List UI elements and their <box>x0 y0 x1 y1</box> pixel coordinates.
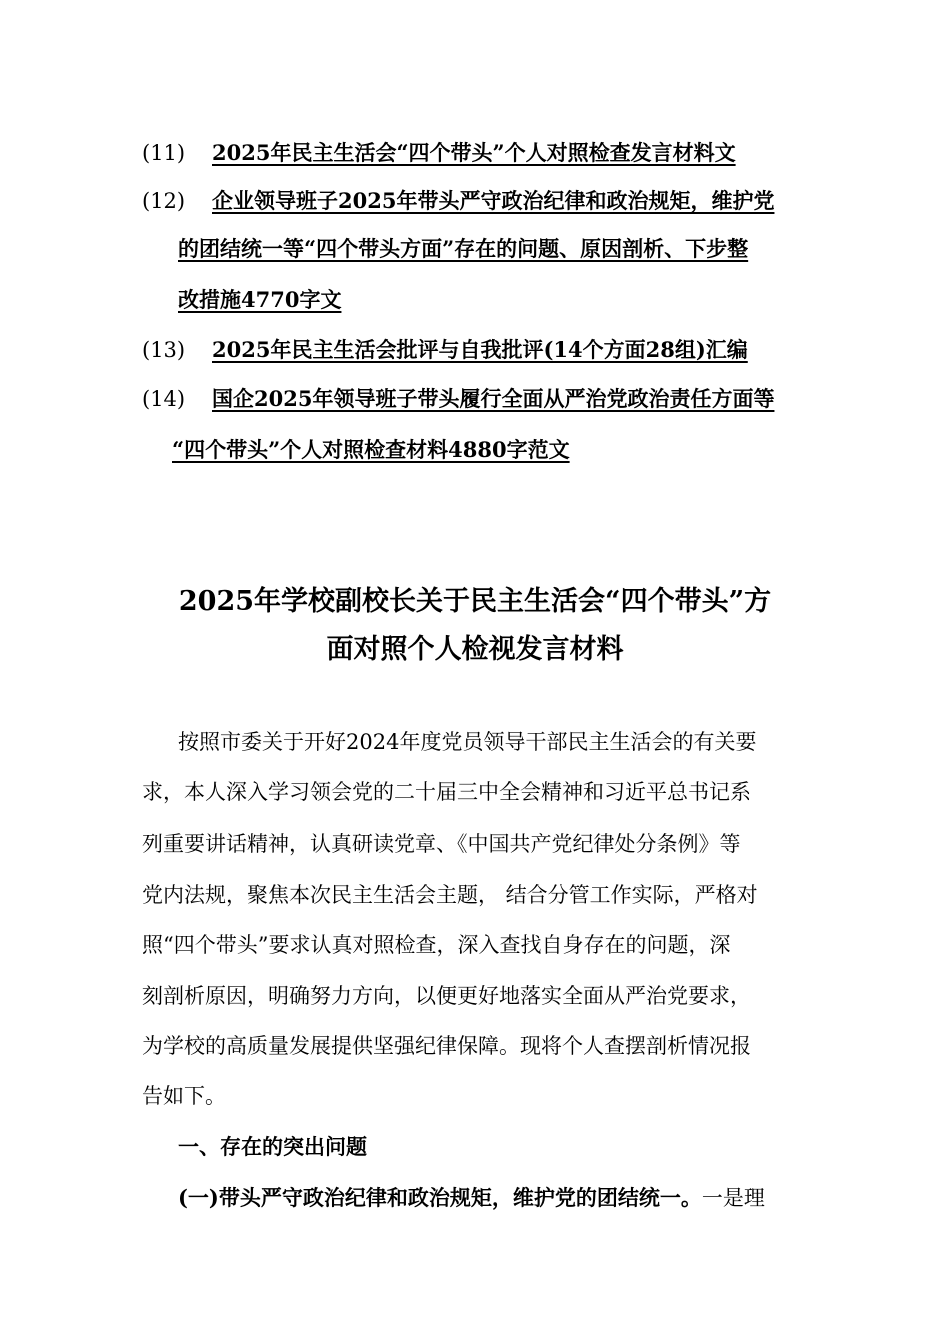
subsection-heading: (一)带头严守政治纪律和政治规矩，维护党的团结统一。 <box>178 1185 702 1210</box>
toc-number: (14) <box>142 387 186 411</box>
toc-item-12-line-3[interactable] <box>178 285 341 315</box>
document-title-line-2: 面对照个人检视发言材料 <box>326 634 624 665</box>
intro-line: 刻剖析原因，明确努力方向，以便更好地落实全面从严治党要求， <box>142 984 751 1008</box>
toc-link-text[interactable]: “四个带头”个人对照检查材料4880字范文 <box>172 437 570 462</box>
toc-item-12-line-2[interactable] <box>178 234 748 264</box>
section-heading: 一、存在的突出问题 <box>178 1134 367 1159</box>
toc-link-text[interactable]: 的团结统一等“四个带头方面”存在的问题、原因剖析、下步整 <box>178 236 749 261</box>
toc-number: (12) <box>142 189 186 213</box>
toc-number: (11) <box>142 141 186 165</box>
toc-link-text[interactable]: 2025年民主生活会批评与自我批评(14个方面28组)汇编 <box>212 337 748 362</box>
subsection-line <box>178 1183 765 1213</box>
intro-line: 列重要讲话精神，认真研读党章、《中国共产党纪律处分条例》等 <box>142 832 741 856</box>
toc-number: (13) <box>142 338 186 362</box>
intro-line: 告如下。 <box>142 1084 226 1108</box>
document-title-line-1: 2025年学校副校长关于民主生活会“四个带头”方 <box>178 586 772 617</box>
subsection-text: 一是理 <box>701 1186 765 1210</box>
intro-line: 党内法规，聚焦本次民主生活会主题， 结合分管工作实际，严格对 <box>142 883 758 907</box>
toc-link-text[interactable]: 企业领导班子2025年带头严守政治纪律和政治规矩，维护党 <box>212 188 775 213</box>
intro-line: 按照市委关于开好2024年度党员领导干部民主生活会的有关要 <box>178 730 757 754</box>
toc-link-text[interactable]: 国企2025年领导班子带头履行全面从严治党政治责任方面等 <box>212 386 775 411</box>
intro-line: 求，本人深入学习领会党的二十届三中全会精神和习近平总书记系 <box>142 780 751 804</box>
intro-line: 为学校的高质量发展提供坚强纪律保障。现将个人查摆剖析情况报 <box>142 1034 751 1058</box>
toc-item-14-line-2[interactable] <box>172 435 570 465</box>
intro-line: 照“四个带头”要求认真对照检查，深入查找自身存在的问题，深 <box>142 933 731 957</box>
toc-link-text[interactable]: 2025年民主生活会“四个带头”个人对照检查发言材料文 <box>212 140 736 165</box>
toc-link-text[interactable]: 改措施4770字文 <box>178 287 342 312</box>
